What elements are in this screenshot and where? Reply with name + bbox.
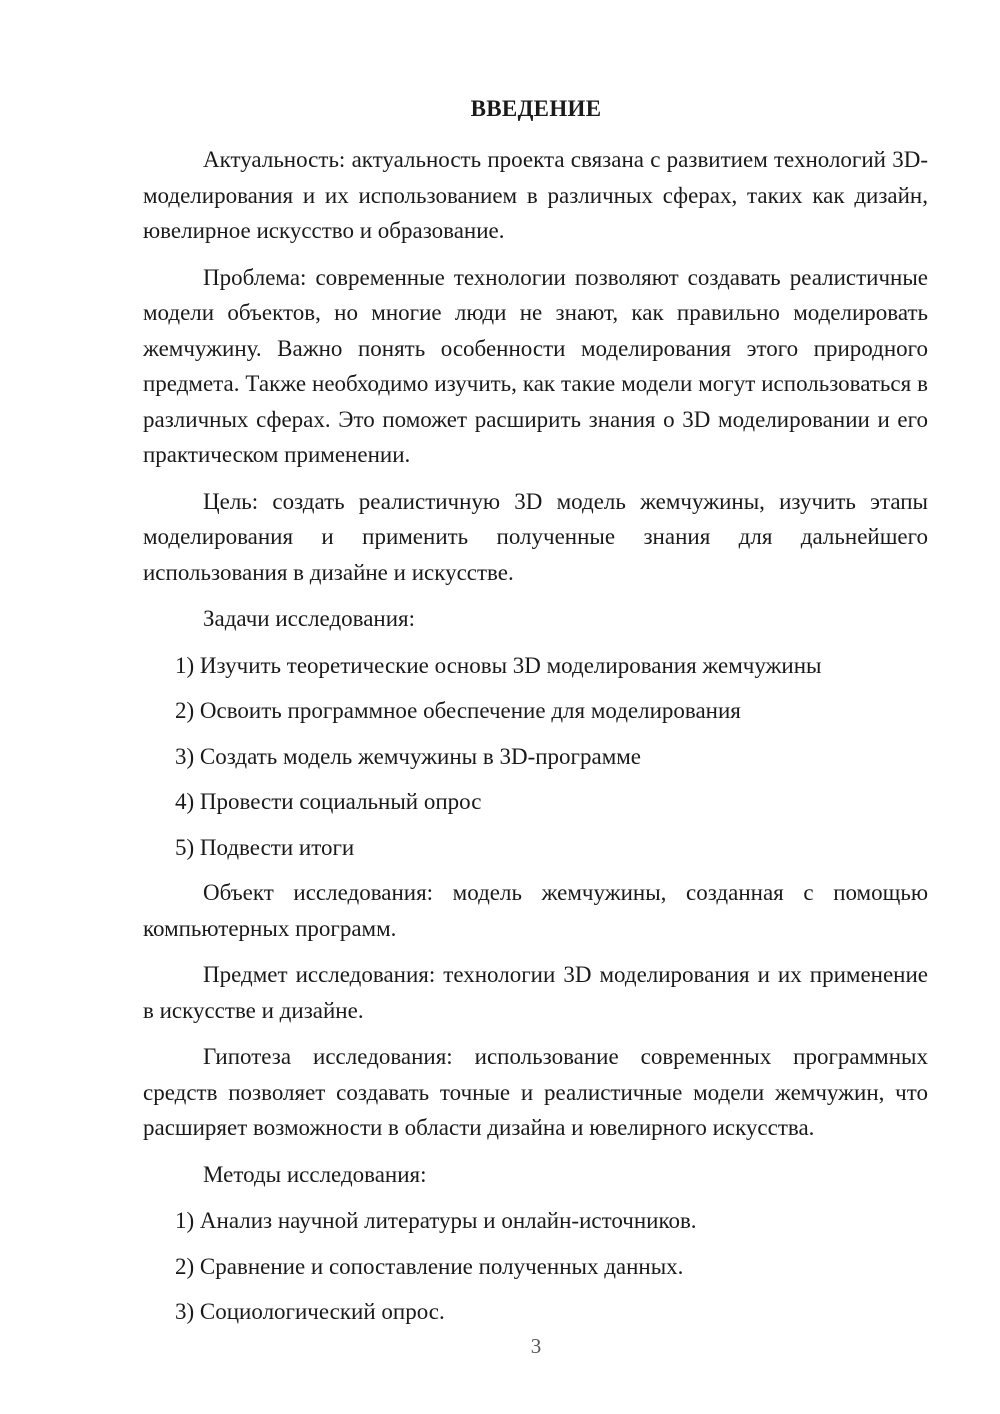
task-item: 5) Подвести итоги <box>175 834 355 860</box>
object-paragraph: Объект исследования: модель жемчужины, созданная с помощью компьютерных программ. <box>143 880 928 941</box>
hypothesis-paragraph: Гипотеза исследования: использование современных программных средств позволяет создавать точные и реалистичные модели жемчужин, что расширяет возможности в области дизайна и ювелирного искусства. <box>143 1044 928 1140</box>
relevance-paragraph: Актуальность: актуальность проекта связана с развитием технологий 3D-моделирования и их использованием в различных сферах, таких как дизайн, ювелирное искусство и образование. <box>143 147 928 243</box>
goal-paragraph: Цель: создать реалистичную 3D модель жемчужины, изучить этапы моделирования и применить полученные знания для дальнейшего использования в дизайне и искусстве. <box>143 488 928 585</box>
page-number: 3 <box>530 1334 542 1358</box>
problem-paragraph: Проблема: современные технологии позволяют создавать реалистичные модели объектов, но многие люди не знают, как правильно моделировать жемчужину. Важно понять особенности моделирования этого природного предмета. Также необходимо изучить, как такие модели могут использоваться в различных сферах. Это поможет расширить знания о 3D моделировании и его практическом применении. <box>143 264 928 467</box>
method-item: 1) Анализ научной литературы и онлайн-источников. <box>175 1208 697 1233</box>
methods-title: Методы исследования: <box>203 1161 427 1187</box>
tasks-title: Задачи исследования: <box>203 606 416 631</box>
task-item: 2) Освоить программное обеспечение для моделирования <box>175 698 741 723</box>
task-item: 1) Изучить теоретические основы 3D моделирования жемчужины <box>175 652 822 678</box>
methods-list <box>143 1203 928 1330</box>
method-item: 3) Социологический опрос. <box>175 1299 445 1324</box>
tasks-list <box>143 648 928 866</box>
document-body <box>143 142 928 1340</box>
subject-paragraph: Предмет исследования: технологии 3D моделирования и их применение в искусстве и дизайне. <box>143 962 928 1023</box>
task-item: 4) Провести социальный опрос <box>175 789 482 814</box>
task-item: 3) Создать модель жемчужины в 3D-программе <box>175 743 642 769</box>
method-item: 2) Сравнение и сопоставление полученных данных. <box>175 1253 684 1279</box>
section-heading: ВВЕДЕНИЕ <box>470 96 602 121</box>
